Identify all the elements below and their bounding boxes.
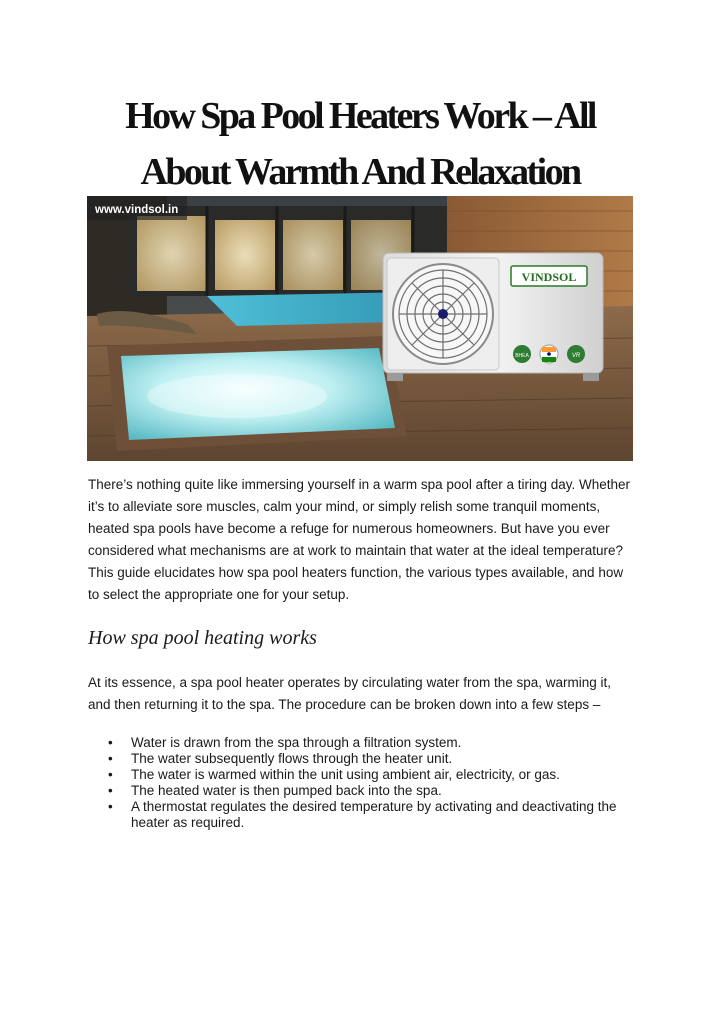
list-item [104,751,644,767]
section-paragraph: At its essence, a spa pool heater operates by circulating water from the spa, warming it, and then returning it to the spa. The procedure can be broken down into a few steps – [88,675,612,712]
list-item-text: The water is warmed within the unit using ambient air, electricity, or gas. [131,767,560,782]
vindsol-logo: VINDSOL [521,270,577,284]
list-item-text: Water is drawn from the spa through a filtration system. [131,735,462,750]
title-line-1: How Spa Pool Heaters Work – All [125,95,595,137]
list-item [104,799,644,831]
bullet-icon: • [108,735,113,750]
hero-image [87,196,633,461]
list-item [104,783,644,799]
bhea-badge-text: BHEA [515,353,529,359]
heat-pump-unit [383,253,603,381]
bullet-icon: • [108,767,113,782]
steps-list [104,735,644,831]
list-item-text: A thermostat regulates the desired temperature by activating and deactivating the heater as required. [131,799,617,830]
vr-badge-text: VR [571,353,581,359]
list-item-text: The water subsequently flows through the heater unit. [131,751,453,766]
list-item [104,767,644,783]
section-heading: How spa pool heating works [88,627,317,649]
page-title [60,88,660,200]
bullet-icon: • [108,783,113,798]
title-line-2: About Warmth And Relaxation [140,151,580,193]
bullet-icon: • [108,751,113,766]
list-item-text: The heated water is then pumped back into the spa. [131,783,442,798]
watermark-text: www.vindsol.in [95,204,179,216]
bullet-icon: • [108,799,113,814]
list-item [104,735,644,751]
intro-paragraph: There’s nothing quite like immersing yourself in a warm spa pool after a tiring day. Whether it’s to alleviate sore muscles, calm your mind, or simply relish some tranquil moments, heated spa pools have become a refuge for numerous homeowners. But have you ever considered what mechanisms are at work to maintain that water at the ideal temperature? This guide elucidates how spa pool heaters function, the various types available, and how to select the appropriate one for your setup. [88,477,631,602]
